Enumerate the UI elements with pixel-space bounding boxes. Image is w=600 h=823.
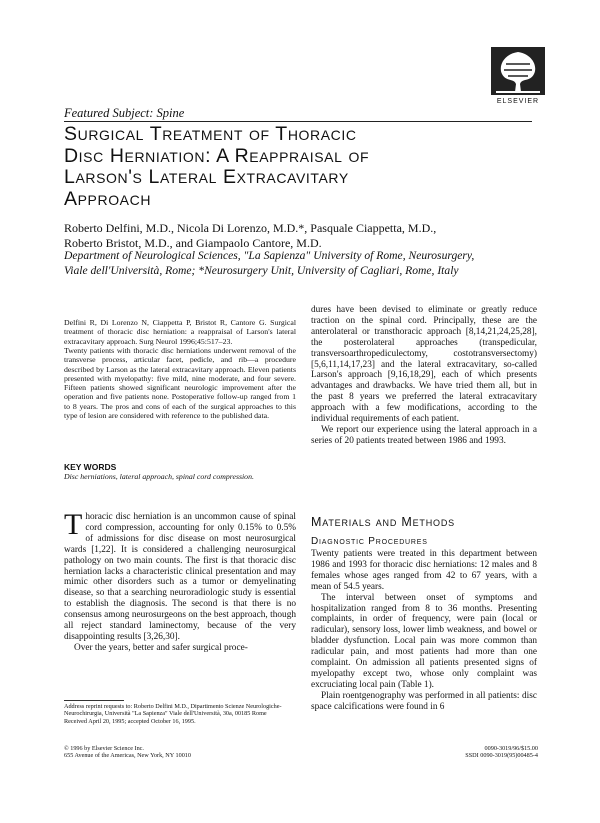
mm-paragraph-2: The interval between onset of symptoms and hospitalization ranged from 8 to 36 months. Presenting complaints, in order of frequency, were pain (local or radicular), sensory loss, lower limb weakness, and bowel or bladder dysfunction. Local pain was more common than radicular pain, and most patients had more than one complaint. On admission all patients presented signs of myelopathy except two, whose only complaint was excruciating local pain (Table 1). <box>311 592 537 690</box>
footnote-received: Received April 20, 1995; accepted October 16, 1995. <box>64 717 196 725</box>
title-line-2: Disc Herniation: A Reappraisal of <box>64 144 370 167</box>
title-line-3: Larson's Lateral Extracavitary <box>64 166 349 188</box>
copyright <box>64 745 296 760</box>
affiliation-line-2: Viale dell'Università, Rome; *Neurosurgery Unit, University of Cagliari, Rome, Italy <box>64 263 459 277</box>
intro-paragraph-2: Over the years, better and safer surgical proce- <box>74 642 248 653</box>
intro-paragraph-1-text: horacic disc herniation is an uncommon cause of spinal cord compression, accounting for only 0.15% to 0.5% of admissions for disc disease on most neurosurgical wards [1,22]. It is considered a challenging neurosurgical pathology on two main counts. The first is that thoracic disc herniation lacks a characteristic clinical presentation and may mimic other disorders such as a tumor or demyelinating disease, so that a searching neuroradiologic study is essential to establish the diagnosis. The second is that there is no consensus among neurosurgeons on the best approach, though all reject standard laminectomy, because of the very disappointing results [3,26,30]. <box>64 512 296 642</box>
intro-paragraph-1 <box>64 508 296 643</box>
mm-paragraph-1: Twenty patients were treated in this department between 1986 and 1993 for thoracic disc herniations: 12 males and 8 females whose ages ranged from 42 to 67 years, with a mean of 54.5 years. <box>311 549 537 592</box>
introduction <box>64 508 296 654</box>
featured-subject: Featured Subject: Spine <box>64 106 185 120</box>
right-paragraph-2: We report our experience using the lateral approach in a series of 20 patients treated between 1986 and 1993. <box>311 424 537 446</box>
citation-text: Delfini R, Di Lorenzo N, Ciappetta P, Bristot R, Cantore G. Surgical treatment of thoracic disc herniation: a reappraisal of Larson's lateral extracavitary approach. Surg Neurol 1996;45:517–23. <box>64 318 296 346</box>
right-column-intro <box>311 305 537 447</box>
citation <box>64 318 296 346</box>
abstract-text: Twenty patients with thoracic disc herniations underwent removal of the transverse process, articular facet, pedicle, and rib—a procedure described by Larson as the lateral extracavitary approach. Eleven patients presented with myelopathy: five mild, nine moderate, and four severe. Fifteen patients showed significant neurologic improvement after the operation and five patients none. Postoperative follow-up ranged from 1 to 8 years. The pros and cons of each of the surgical approaches to this type of lesion are considered with reference to the published data. <box>64 346 296 421</box>
right-paragraph-1: dures have been devised to eliminate or greatly reduce traction on the spinal cord. Principally, these are the anterolateral or transthoracic approach [8,14,21,24,25,28], the posterolateral approaches (transpedicular, transversoarthropediculectomy, costotransversectomy) [5,6,11,14,17,23] and the lateral extracavitary, so-called Larson's approach [9,16,18,29], each of which presents advantages and drawbacks. We have tried them all, but in the past 8 years we preferred the lateral extracavitary approach with a few modifications, according to the individual requirements of each patient. <box>311 305 537 425</box>
subsection-heading: Diagnostic Procedures <box>311 536 428 547</box>
drop-cap: T <box>64 508 83 541</box>
authors-line-1: Roberto Delfini, M.D., Nicola Di Lorenzo, M.D.*, Pasquale Ciappetta, M.D., <box>64 221 437 235</box>
title-line-1: Surgical Treatment of Thoracic <box>64 123 357 145</box>
authors-line-2: Roberto Bristot, M.D., and Giampaolo Cantore, M.D. <box>64 235 322 250</box>
copyright-line-2: 655 Avenue of the Americas, New York, NY 10010 <box>64 752 191 760</box>
authors <box>64 221 544 250</box>
issn-line-1: 0090-3019/96/$15.00 <box>484 745 538 752</box>
issn <box>432 745 538 760</box>
keywords: Disc herniations, lateral approach, spinal cord compression. <box>64 472 254 481</box>
footnote <box>64 703 296 725</box>
issn-line-2: SSDI 0090-3019(95)00485-4 <box>465 752 538 760</box>
copyright-line-1: © 1996 by Elsevier Science Inc. <box>64 745 144 752</box>
mm-paragraph-3: Plain roentgenography was performed in all patients: disc space calcifications were found in 6 <box>311 690 537 712</box>
abstract <box>64 346 296 420</box>
affiliation-line-1: Department of Neurological Sciences, "La Sapienza" University of Rome, Neurosurgery, <box>64 249 475 262</box>
materials-methods <box>311 549 537 713</box>
header-rule <box>64 121 532 122</box>
affiliation <box>64 249 544 278</box>
title-line-4: Approach <box>64 187 152 210</box>
footnote-address: Address reprint requests to: Roberto Delfini M.D., Dipartimento Scienze Neurologiche-Neurochirurgia, Università "La Sapienza" Viale dell'Università, 30a, 00185 Rome <box>64 703 282 718</box>
footnote-rule <box>64 700 124 701</box>
elsevier-logo <box>488 44 548 98</box>
keywords-heading: KEY WORDS <box>64 462 117 472</box>
publisher-name: ELSEVIER <box>496 98 540 105</box>
section-heading: Materials and Methods <box>311 515 455 529</box>
article-title <box>64 124 544 210</box>
